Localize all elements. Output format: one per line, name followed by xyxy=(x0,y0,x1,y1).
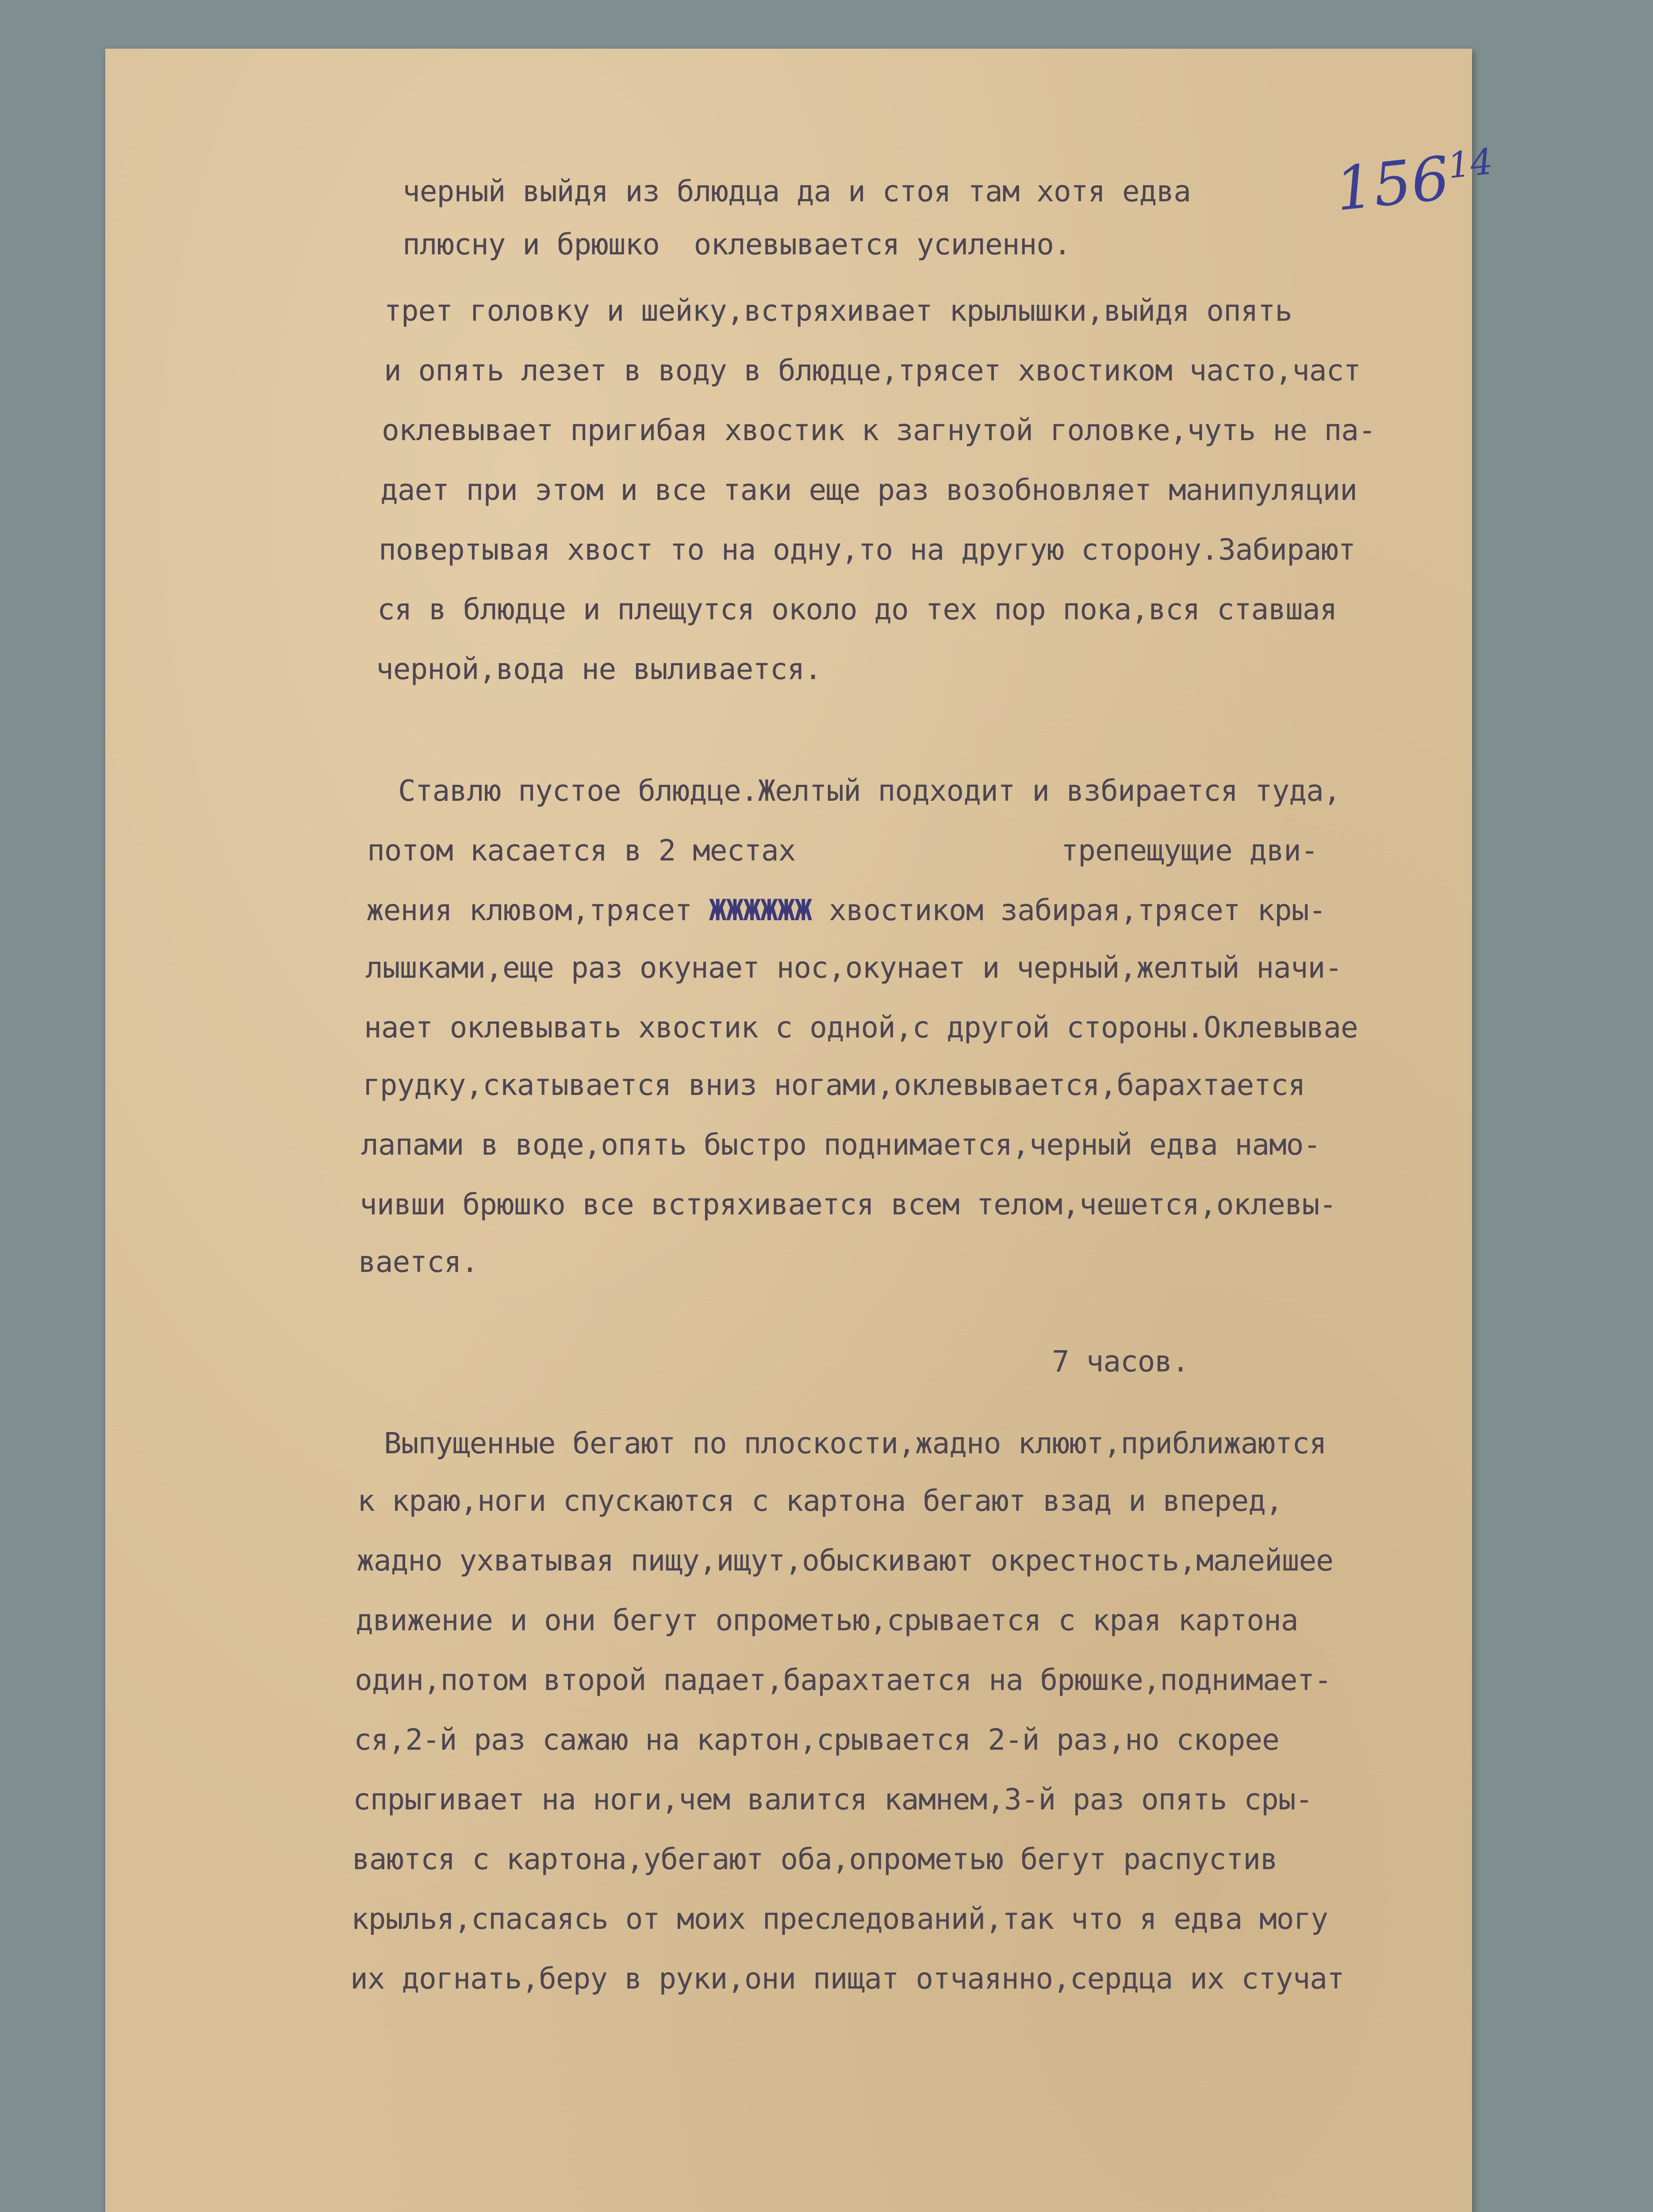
text-line: нает оклевывать хвостик с одной,с другой стороны.Оклевывае xyxy=(364,1010,1358,1045)
text-line: лапами в воде,опять быстро поднимается,черный едва намо- xyxy=(361,1128,1321,1162)
text-line: их догнать,беру в руки,они пищат отчаянно,сердца их стучат xyxy=(350,1962,1344,1996)
text-line: ваются с картона,убегают оба,опрометью бегут распустив xyxy=(352,1842,1277,1876)
text-line: лышками,еще раз окунает нос,окунает и черный,желтый начи- xyxy=(365,951,1342,985)
text-fragment: трепещущие дви- xyxy=(1061,833,1318,868)
text-line: к краю,ноги спускаются с картона бегают взад и вперед, xyxy=(357,1484,1283,1518)
time-heading: 7 часов. xyxy=(1052,1344,1189,1379)
text-line: ся в блюдце и плещутся около до тех пор пока,вся ставшая xyxy=(377,592,1337,626)
text-line: черный выйдя из блюдца да и стоя там хотя едва xyxy=(403,174,1191,208)
text-line xyxy=(367,833,1318,868)
text-line: вается. xyxy=(358,1245,479,1279)
text-line: Ставлю пустое блюдце.Желтый подходит и взбирается туда, xyxy=(398,774,1341,808)
text-line: крылья,спасаясь от моих преследований,так что я едва могу xyxy=(351,1902,1328,1936)
text-line: оклевывает пригибая хвостик к загнутой головке,чуть не па- xyxy=(382,413,1376,447)
text-line: грудку,скатывается вниз ногами,оклевывается,барахтается xyxy=(363,1068,1305,1102)
text-line xyxy=(366,893,1326,927)
text-fragment: жения клювом,трясет xyxy=(366,893,692,927)
text-line: и опять лезет в воду в блюдце,трясет хвостиком часто,част xyxy=(384,353,1361,388)
text-line: ся,2-й раз сажаю на картон,срывается 2-й раз,но скорее xyxy=(354,1723,1279,1757)
text-fragment: хвостиком забирая,трясет кры- xyxy=(828,893,1326,927)
folio-main: 156 xyxy=(1332,143,1453,224)
text-line: Выпущенные бегают по плоскости,жадно клюют,приближаются xyxy=(384,1426,1327,1460)
document-page xyxy=(105,49,1495,2212)
text-line: плюсну и брюшко оклевывается усиленно. xyxy=(403,227,1071,261)
text-fragment: потом касается в 2 местах xyxy=(367,833,796,868)
text-line: трет головку и шейку,встряхивает крылышки,выйдя опять xyxy=(384,294,1292,328)
text-line: дает при этом и все таки еще раз возобновляет манипуляции xyxy=(380,473,1357,507)
text-line: жадно ухватывая пищу,ищут,обыскивают окрестность,малейшее xyxy=(357,1544,1333,1578)
text-line: спрыгивает на ноги,чем валится камнем,3-й раз опять сры- xyxy=(353,1782,1313,1816)
text-line: один,потом второй падает,барахтается на брюшке,поднимает- xyxy=(355,1663,1331,1697)
text-line: чивши брюшко все встряхивается всем телом,чешется,оклевы- xyxy=(360,1187,1336,1221)
text-line: движение и они бегут опрометью,срывается с края картона xyxy=(356,1603,1298,1637)
text-line: черной,вода не выливается. xyxy=(376,652,822,686)
text-line: повертывая хвост то на одну,то на другую сторону.Забирают xyxy=(379,533,1355,567)
folio-number xyxy=(1332,138,1498,224)
strikeout-marks: ЖЖЖЖЖЖ xyxy=(709,893,812,927)
folio-superscript: 14 xyxy=(1446,141,1495,187)
